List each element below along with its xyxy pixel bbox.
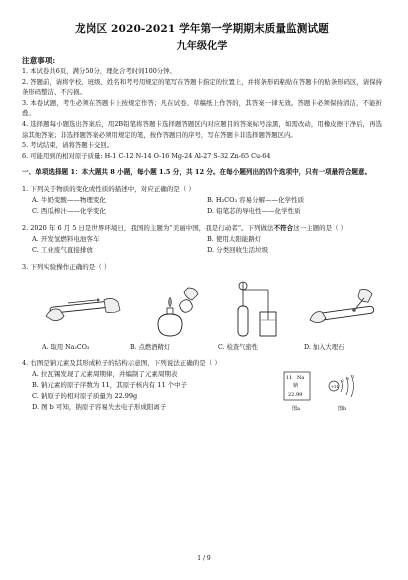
atom-shell-1: 2	[341, 379, 344, 384]
q3-option-b: B. 点燃酒精灯	[130, 344, 171, 352]
note-item-5: 5. 考试结束，请将答题卡交回。	[22, 141, 114, 150]
q4-option-d: D. 图 b 可知，钠原子容易失去电子形成阳离子	[32, 403, 167, 412]
alcohol-lamp-illustration	[130, 276, 216, 340]
note-item-4: 4. 选择题每小题选出答案后，用2B铅笔将答题卡选择题答题区内对应题目的答案标号涂黑，如需改动，用橡皮擦干净后，再选涂其他答案；非选择题答案必须用规定的笔，按作答题目的序号，写在答题卡非选择题答题区内。	[22, 119, 382, 139]
sodium-structure-figure	[282, 370, 360, 414]
q1-option-b: B. H₂CO₃ 容易分解——化学性质	[207, 196, 305, 205]
q3-figure-a	[42, 276, 128, 352]
test-tube-spatula-illustration	[42, 276, 128, 340]
q2-stem-emphasis: 不符合	[273, 224, 294, 233]
q1-stem: 1. 下列关于物质的变化或性质的描述中，对应正确的是（ ）	[22, 185, 195, 194]
q2-stem	[22, 223, 382, 234]
q2-stem-a: 2. 2020 年 6 月 5 日是世界环境日，我国的主题为“美丽中国，我是行动者”。下列做法	[22, 224, 274, 233]
q3-option-a: A. 取用 Na₂CO₃	[42, 344, 90, 352]
q1-option-a: A. 牛奶变酸——物理变化	[32, 196, 106, 205]
figure-a-label: 图a	[292, 406, 300, 413]
q1-option-c: C. 西瓜榨汁——化学变化	[32, 207, 106, 216]
q4-stem: 4. 右图是钠元素及其形成粒子的结构示意图，下列说法正确的是（ ）	[22, 359, 221, 368]
marble-tube-illustration	[304, 276, 390, 340]
atom-shell-3: 1	[352, 375, 355, 380]
q3-figure-d	[304, 276, 390, 352]
sodium-diagram	[282, 370, 360, 414]
q2-options	[22, 234, 382, 256]
note-item-1: 1. 本试卷共6页，满分50分，理化合考时间100分钟。	[22, 67, 176, 75]
q2-option-c: C. 工业废气直接排放	[32, 246, 93, 255]
q3-option-c: C. 检查气密性	[218, 344, 259, 352]
q4-option-a: A. 拉瓦锡发现了元素周期律，并编制了元素周期表	[32, 370, 178, 379]
q3-figure-b	[130, 276, 216, 352]
q2-option-a: A. 开发氢燃料电池客车	[32, 235, 100, 244]
q3-stem: 3. 下列实验操作正确的是（ ）	[22, 263, 111, 272]
q4-option-c: C. 钠原子的相对原子质量为 22.99g	[32, 392, 138, 401]
element-cell-name: 钠	[293, 383, 299, 390]
figure-b-label: 图b	[338, 406, 347, 413]
q2-option-b: B. 使用太阳能路灯	[207, 235, 262, 244]
q2-option-d: D. 分类回收生活垃圾	[207, 246, 269, 255]
section1-heading: 一、单项选择题 1：本大题共 8 小题，每小题 1.5 分，共 12 分。在每小题列出的四个选项中，只有一项最符合题意。	[22, 168, 372, 177]
q4-block	[22, 358, 382, 413]
notes-heading: 注意事项:	[22, 56, 56, 65]
page-number: 1 / 9	[197, 555, 211, 562]
note-item-6: 6. 可能用到的相对原子质量: H-1 C-12 N-14 O-16 Mg-24 Al-27 S-32 Zn-65 Cu-64	[22, 151, 271, 160]
exam-subtitle: 九年级化学	[176, 40, 228, 52]
q3-figures	[22, 276, 382, 352]
atom-nucleus-charge: +11	[330, 384, 339, 390]
q1-options	[22, 195, 382, 217]
exam-title: 龙岗区 2020-2021 学年第一学期期末质量监测试题	[75, 23, 329, 35]
q3-figure-c	[218, 276, 304, 352]
element-cell-number: 11	[286, 375, 293, 382]
element-cell-symbol: Na	[297, 375, 305, 382]
element-cell-mass: 22.99	[288, 392, 303, 399]
q2-stem-b: 这一主题的是（ ）	[293, 224, 348, 233]
q3-option-d: D. 加入大理石	[304, 344, 345, 352]
q4-option-b: B. 钠元素的原子序数为 11，其原子核内有 11 个中子	[32, 381, 188, 390]
note-item-3: 3. 本卷试题，考生必须在答题卡上按规定作答；凡在试卷、草稿纸上作答的，其答案一律无效。答题卡必须保持清洁，不能折叠。	[22, 98, 382, 118]
airtightness-check-illustration	[218, 276, 304, 340]
q1-option-d: D. 铅笔芯的导电性——化学性质	[207, 207, 301, 216]
atom-shell-2: 8	[346, 377, 349, 382]
note-item-2: 2. 答题前，请将学校、班级、姓名和考号用规定的笔写在答题卡指定的位置上，并将条形码粘贴在答题卡的贴条形码区，请保持条形码整洁、不污损。	[22, 77, 382, 97]
